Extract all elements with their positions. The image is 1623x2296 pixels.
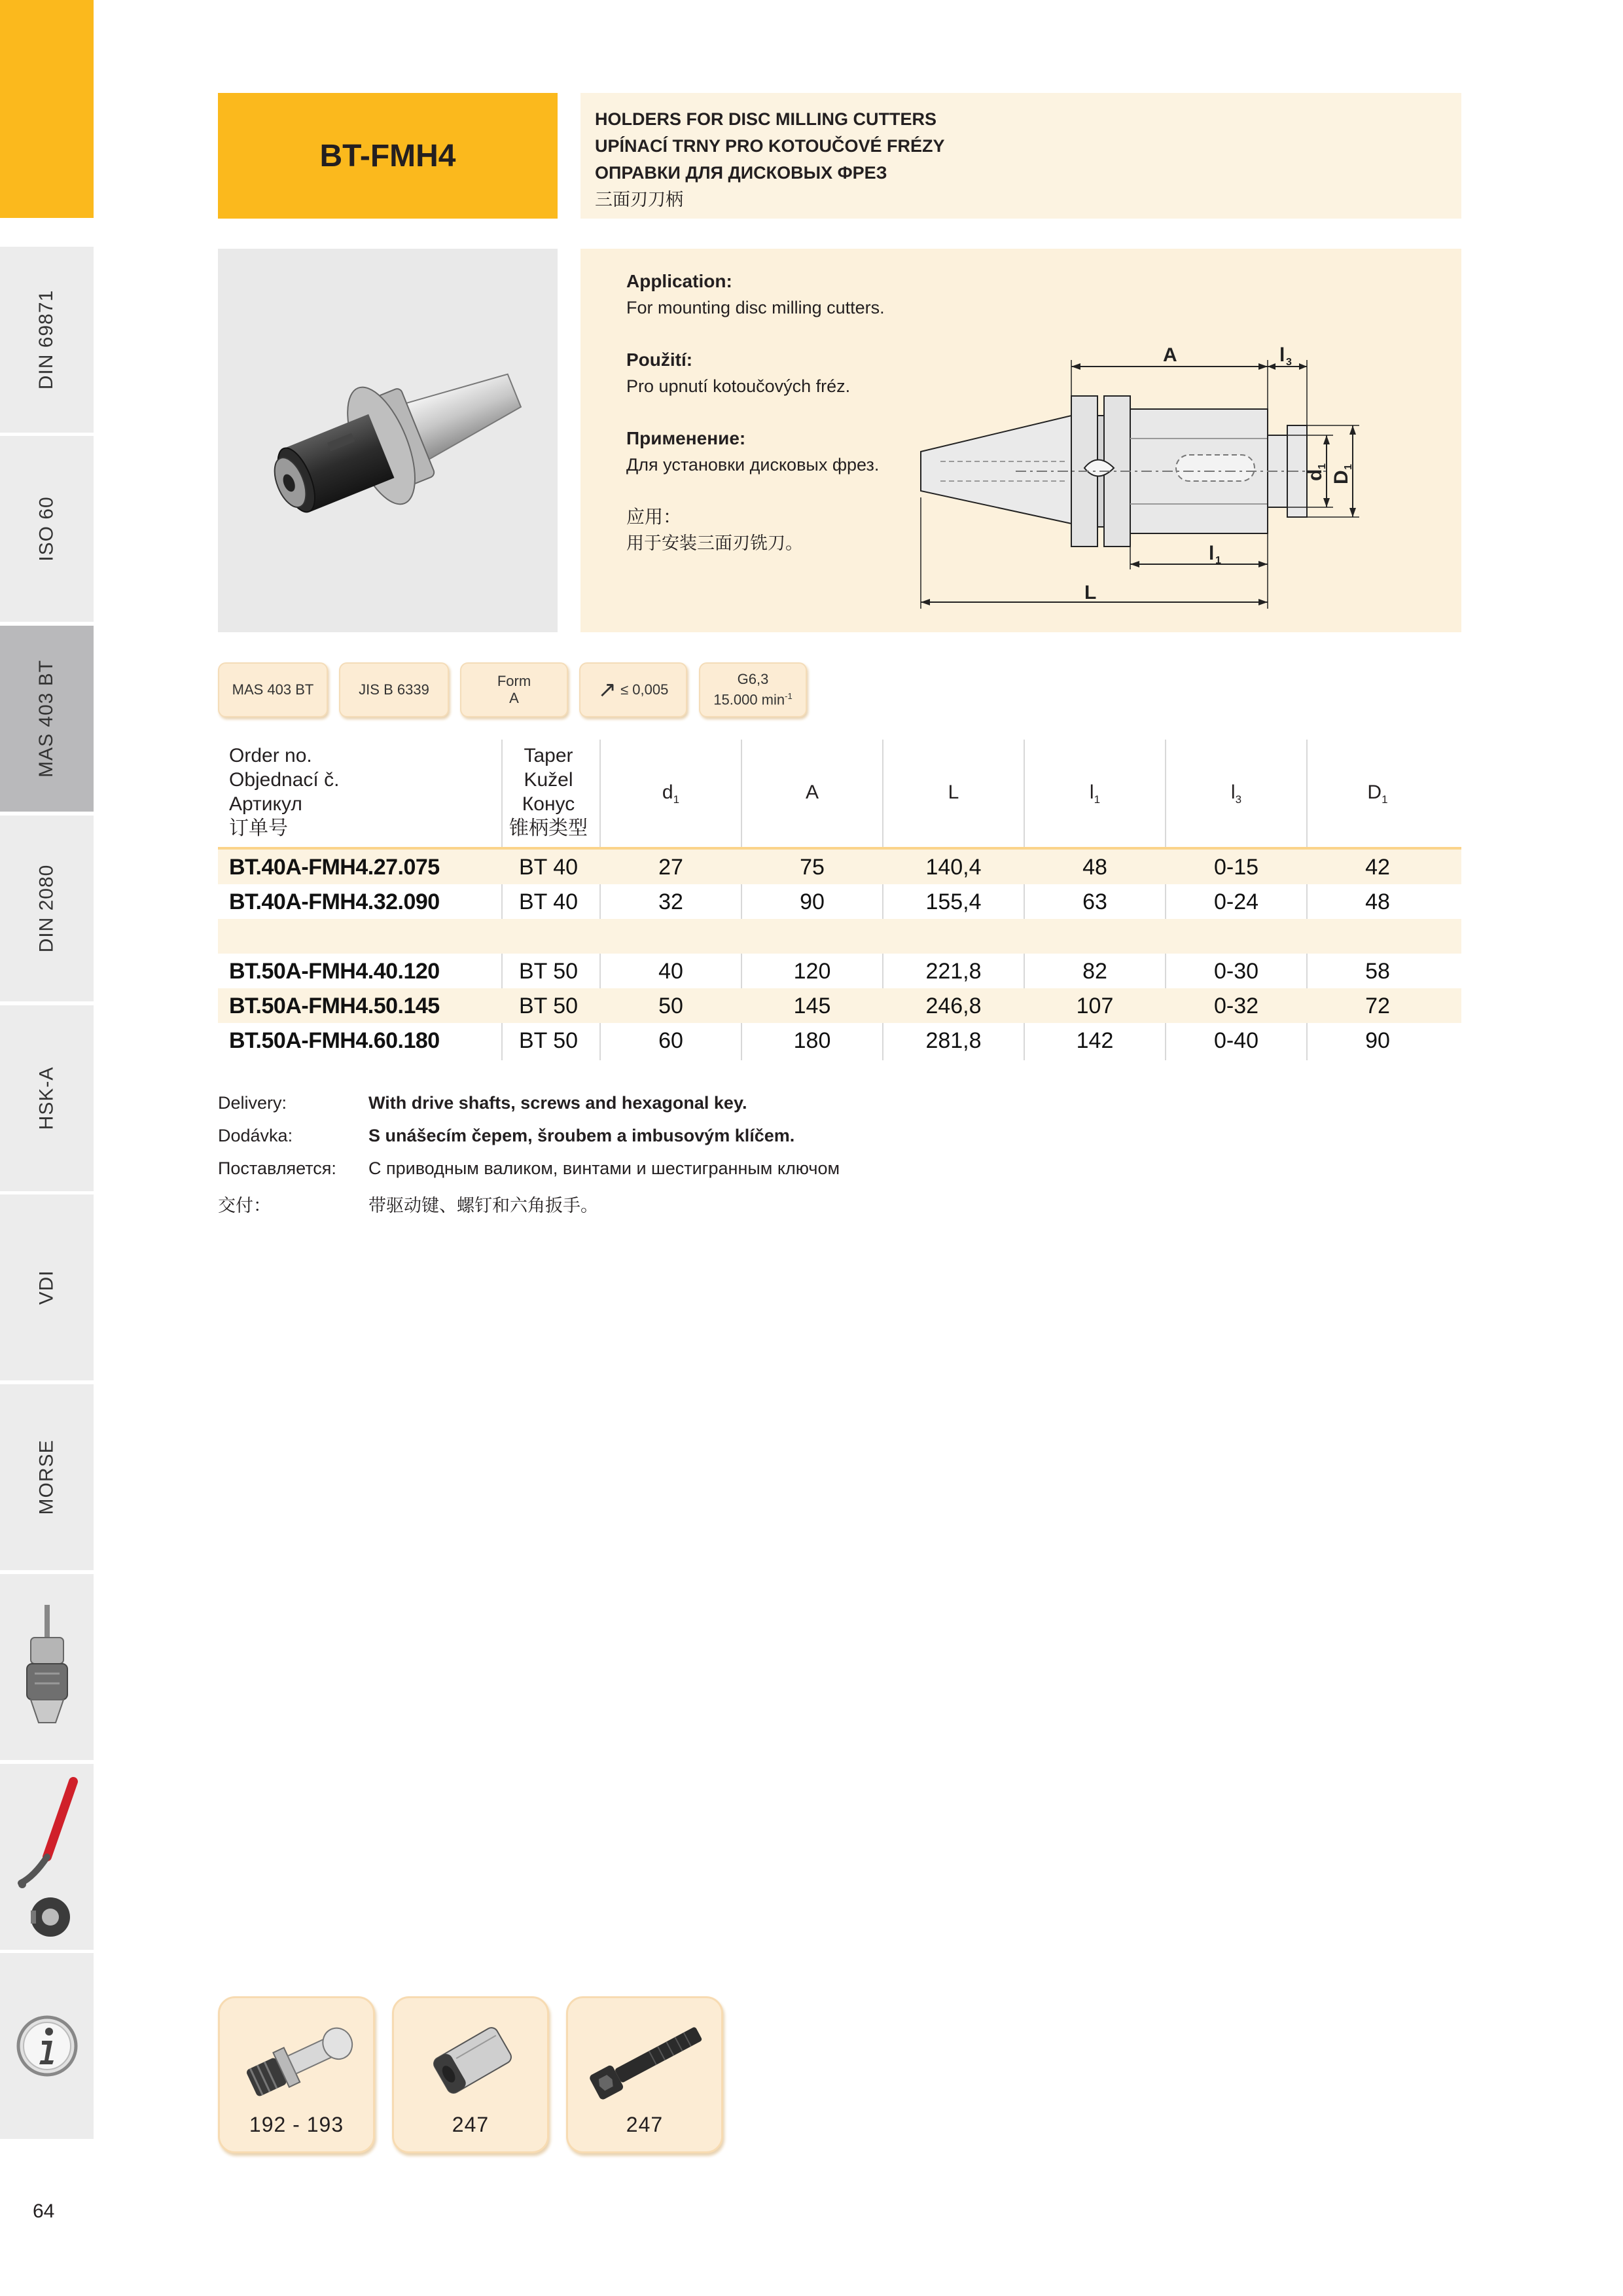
- badge-balance-grade: G6,3: [737, 671, 769, 688]
- cell-D1: 58: [1365, 959, 1390, 984]
- header-l: L: [948, 781, 959, 803]
- taper-value: BT 40: [518, 889, 579, 914]
- dim-label-l3: l: [1279, 344, 1285, 366]
- product-title-box: [218, 93, 558, 219]
- delivery-value: With drive shafts, screws and hexagonal key.: [368, 1093, 747, 1113]
- header-l3: $l_3$: [1230, 781, 1242, 806]
- sidebar-tab-label: DIN 69871: [35, 289, 58, 390]
- dim-label-l1: l: [1209, 543, 1215, 564]
- cell-l3: 0-30: [1213, 959, 1259, 984]
- order-number: BT.40A-FMH4.27.075: [229, 855, 440, 880]
- badge-mas-label: MAS 403 BT: [232, 681, 314, 698]
- order-number: BT.50A-FMH4.60.180: [229, 1028, 440, 1053]
- application-text-en: For mounting disc milling cutters.: [626, 298, 885, 317]
- cell-l3: 0-40: [1213, 1028, 1259, 1053]
- cell-D1: 42: [1365, 855, 1390, 880]
- header-order-no: Order no. Objednací č. Артикул 订单号: [229, 745, 340, 839]
- dim-label-D1-sub: 1: [1343, 464, 1354, 470]
- delivery-value: С приводным валиком, винтами и шестигранным ключом: [368, 1158, 840, 1178]
- cell-l3: 0-24: [1213, 889, 1259, 914]
- dim-label-d1-sub: 1: [1317, 463, 1328, 469]
- description-cz: UPÍNACÍ TRNY PRO KOTOUČOVÉ FRÉZY: [595, 136, 945, 156]
- application-heading-ru: Применение:: [626, 428, 746, 448]
- dim-label-l3-sub: 3: [1286, 357, 1292, 368]
- accessory-pull-stud[interactable]: [218, 1996, 375, 2153]
- sidebar: [0, 0, 94, 2179]
- sidebar-tab-label: HSK-A: [35, 1066, 58, 1130]
- cell-a: 145: [793, 994, 831, 1018]
- delivery-value: 带驱动键、螺钉和六角扳手。: [368, 1196, 598, 1215]
- cell-l: 221,8: [925, 959, 982, 984]
- sidebar-tab-label: MORSE: [35, 1439, 58, 1515]
- badge-form-label: Form: [497, 673, 531, 689]
- delivery-label: Delivery:: [218, 1093, 287, 1113]
- sidebar-tab-morse[interactable]: [0, 1383, 94, 1570]
- badge-jis-label: JIS B 6339: [359, 681, 429, 698]
- cell-l: 140,4: [925, 855, 982, 880]
- cell-l: 281,8: [925, 1028, 982, 1053]
- dim-label-l1-sub: 1: [1215, 555, 1221, 566]
- taper-value: BT 40: [518, 855, 579, 880]
- order-number: BT.40A-FMH4.32.090: [229, 889, 440, 914]
- application-text-ru: Для установки дисковых фрез.: [626, 455, 880, 475]
- cell-l: 155,4: [925, 889, 982, 914]
- description-cn: 三面刃刀柄: [595, 190, 683, 209]
- delivery-label: Поставляется:: [218, 1158, 336, 1178]
- delivery-row-cz: [218, 1126, 1461, 1158]
- cell-l3: 0-32: [1213, 994, 1259, 1018]
- cell-l1: 48: [1082, 855, 1107, 880]
- technical-drawing: [908, 334, 1431, 622]
- taper-value: BT 50: [518, 1028, 579, 1053]
- sidebar-tab-label: MAS 403 BT: [35, 659, 58, 778]
- accessory-page-ref: 247: [452, 2113, 490, 2136]
- table-row: [218, 988, 1461, 1023]
- sidebar-tab-drill-chuck[interactable]: [0, 1573, 94, 1760]
- application-text-cn: 用于安装三面刃铣刀。: [626, 533, 803, 553]
- application-heading-en: Application:: [626, 271, 732, 291]
- cell-a: 180: [793, 1028, 831, 1053]
- dimensions-table: [218, 740, 1461, 1058]
- sidebar-tab-label: DIN 2080: [35, 864, 58, 953]
- table-row-spacer: [218, 919, 1461, 954]
- description-ru: ОПРАВКИ ДЛЯ ДИСКОВЫХ ФРЕЗ: [595, 163, 887, 183]
- cell-d1: 27: [658, 855, 683, 880]
- delivery-row-en: [218, 1093, 1461, 1126]
- dim-label-l: L: [1084, 582, 1097, 603]
- order-number: BT.50A-FMH4.50.145: [229, 994, 440, 1018]
- cell-l1: 107: [1076, 994, 1114, 1018]
- product-title: BT-FMH4: [319, 138, 456, 173]
- header-a: A: [805, 781, 819, 803]
- taper-value: BT 50: [518, 994, 579, 1018]
- sidebar-tab-din-69871[interactable]: [0, 245, 94, 433]
- cell-l: 246,8: [925, 994, 982, 1018]
- cell-D1: 48: [1365, 889, 1390, 914]
- order-number: BT.50A-FMH4.40.120: [229, 959, 440, 984]
- table-row: [218, 1023, 1461, 1058]
- cell-d1: 40: [658, 959, 683, 984]
- cell-l1: 82: [1082, 959, 1107, 984]
- sidebar-tab-vdi[interactable]: [0, 1193, 94, 1380]
- taper-value: BT 50: [518, 959, 579, 984]
- page-number: 64: [33, 2200, 55, 2222]
- sidebar-tab-wrench-nut[interactable]: [0, 1763, 94, 1950]
- delivery-label: Dodávka:: [218, 1126, 293, 1145]
- cell-l3: 0-15: [1213, 855, 1259, 880]
- sidebar-accent-block: [0, 0, 94, 218]
- cell-l1: 63: [1082, 889, 1107, 914]
- cell-a: 75: [800, 855, 825, 880]
- dim-label-a: A: [1163, 344, 1177, 366]
- drive-key-icon: [407, 2011, 538, 2109]
- delivery-label: 交付：: [218, 1196, 271, 1215]
- tool-holder-photo-icon: [218, 249, 558, 632]
- badge-form: [460, 662, 568, 717]
- wrench-and-nut-icon: [8, 1772, 86, 1942]
- header-l1: $l_1$: [1089, 781, 1101, 806]
- sidebar-tab-info[interactable]: [0, 1952, 94, 2139]
- header-d1: $d_1$: [662, 781, 680, 806]
- cell-d1: 60: [658, 1028, 683, 1053]
- delivery-info: [218, 1093, 1461, 1224]
- product-photo: [218, 249, 558, 632]
- application-text-cz: Pro upnutí kotoučových fréz.: [626, 376, 851, 396]
- badge-jis-b-6339: [339, 662, 449, 717]
- product-description: [580, 93, 1461, 219]
- accessory-page-ref: 247: [626, 2113, 664, 2136]
- accessory-screw[interactable]: [566, 1996, 723, 2153]
- cell-D1: 90: [1365, 1028, 1390, 1053]
- table-row: [218, 850, 1461, 884]
- application-panel: [580, 249, 1461, 632]
- cell-l1: 142: [1076, 1028, 1114, 1053]
- sidebar-tab-din-2080[interactable]: [0, 814, 94, 1001]
- table-row: [218, 884, 1461, 919]
- delivery-row-ru: [218, 1158, 1461, 1191]
- delivery-value: S unášecím čepem, šroubem a imbusovým klíčem.: [368, 1126, 795, 1145]
- badge-speed: 15.000 $\min^{-1}$: [713, 691, 793, 708]
- badge-mas-403-bt: [218, 662, 328, 717]
- table-header: [218, 740, 1461, 850]
- application-text: [626, 268, 914, 583]
- info-icon: [14, 2013, 80, 2079]
- badge-runout: [579, 662, 687, 717]
- pull-stud-icon: [233, 2011, 364, 2109]
- badge-form-value: A: [509, 690, 519, 706]
- cell-d1: 32: [658, 889, 683, 914]
- accessory-drive-key[interactable]: [392, 1996, 549, 2153]
- cell-a: 120: [793, 959, 831, 984]
- dim-label-d1: d: [1304, 469, 1326, 481]
- cell-D1: 72: [1365, 994, 1390, 1018]
- application-heading-cn: 应用：: [626, 507, 682, 527]
- badge-balance: [699, 662, 807, 717]
- description-en: HOLDERS FOR DISC MILLING CUTTERS: [595, 109, 936, 129]
- header-taper: Taper Kužel Конус 锥柄类型: [509, 745, 588, 839]
- screw-icon: [581, 2011, 712, 2109]
- cell-d1: 50: [658, 994, 683, 1018]
- application-heading-cz: Použití:: [626, 350, 693, 370]
- accessory-page-ref: 192 - 193: [249, 2113, 344, 2136]
- dim-label-D1: D: [1330, 470, 1352, 484]
- badge-runout-value: ≤ 0,005: [620, 681, 669, 698]
- delivery-row-cn: [218, 1191, 1461, 1224]
- sidebar-tab-label: VDI: [35, 1270, 58, 1305]
- drill-chuck-icon: [11, 1602, 83, 1732]
- sidebar-tab-label: ISO 60: [35, 496, 58, 562]
- sidebar-tab-mas-403-bt[interactable]: [0, 624, 94, 812]
- table-row: [218, 954, 1461, 988]
- sidebar-tab-iso-60[interactable]: [0, 435, 94, 622]
- runout-arrow-icon: ↗: [597, 677, 617, 702]
- cell-a: 90: [800, 889, 825, 914]
- header-D1: $D_1$: [1367, 781, 1388, 806]
- sidebar-tab-hsk-a[interactable]: [0, 1004, 94, 1191]
